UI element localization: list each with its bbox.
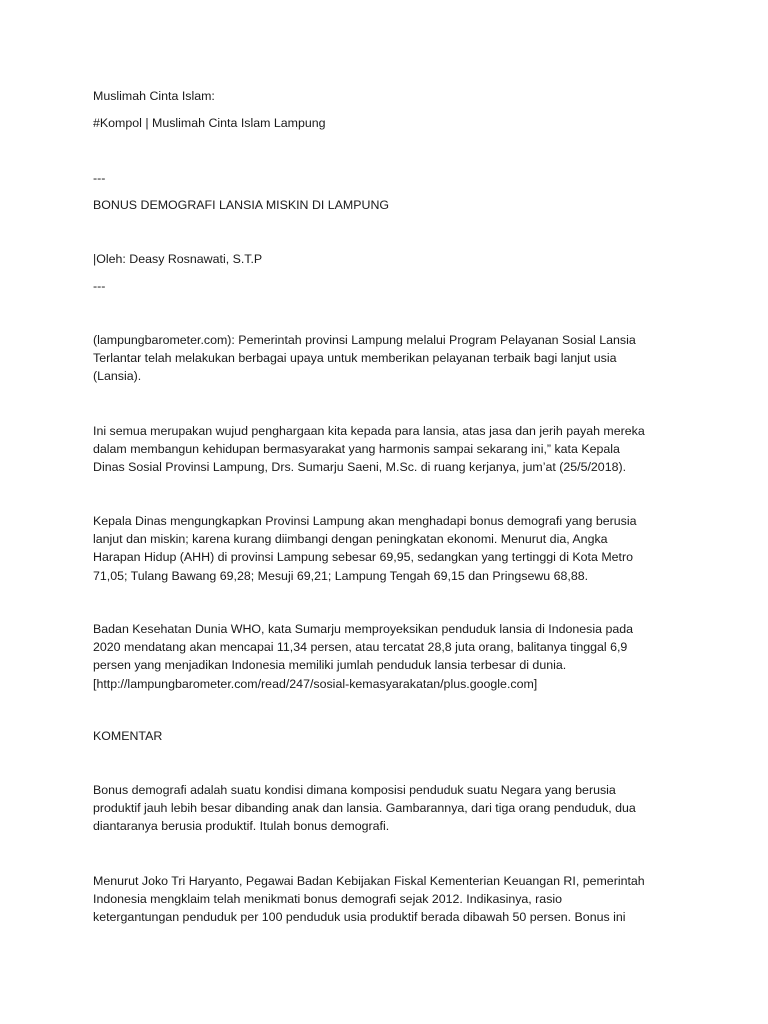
article-title: BONUS DEMOGRAFI LANSIA MISKIN DI LAMPUNG: [93, 198, 390, 212]
paragraph-line: dalam membangun kehidupan bermasyarakat yang harmonis sampai sekarang ini,” kata Kepala: [93, 442, 620, 457]
heading-kompol: #Kompol | Muslimah Cinta Islam Lampung: [93, 116, 326, 130]
paragraph-line: Badan Kesehatan Dunia WHO, kata Sumarju memproyeksikan penduduk lansia di Indonesia pada: [93, 622, 634, 636]
paragraph-line: lanjut dan miskin; karena kurang diimbangi dengan peningkatan ekonomi. Menurut dia, Angka: [93, 532, 608, 547]
paragraph-1: [93, 331, 683, 386]
paragraph-line: Kepala Dinas mengungkapkan Provinsi Lampung akan menghadapi bonus demografi yang berusia: [93, 514, 637, 528]
separator-2: ---: [93, 279, 106, 293]
paragraph-line: 71,05; Tulang Bawang 69,28; Mesuji 69,21; Lampung Tengah 69,15 dan Pringsewu 68,88.: [93, 568, 589, 583]
paragraph-line: diantaranya berusia produktif. Itulah bonus demografi.: [93, 819, 390, 834]
paragraph-line: (Lansia).: [93, 369, 142, 384]
paragraph-line: Ini semua merupakan wujud penghargaan kita kepada para lansia, atas jasa dan jerih payah mereka: [93, 424, 645, 438]
paragraph-line: ketergantungan penduduk per 100 penduduk usia produktif berada dibawah 50 persen. Bonus ini: [93, 910, 626, 925]
separator-1: ---: [93, 171, 106, 185]
source-link[interactable]: [http://lampungbarometer.com/read/247/sosial-kemasyarakatan/plus.google.com]: [93, 676, 538, 691]
paragraph-line: Menurut Joko Tri Haryanto, Pegawai Badan Kebijakan Fiskal Kementerian Keuangan RI, pemerintah: [93, 874, 645, 888]
paragraph-line: (lampungbarometer.com): Pemerintah provinsi Lampung melalui Program Pelayanan Sosial Lansia: [93, 333, 636, 347]
paragraph-5: [93, 781, 683, 836]
paragraph-line: Indonesia mengklaim telah menikmati bonus demografi sejak 2012. Indikasinya, rasio: [93, 892, 563, 907]
paragraph-line: Bonus demografi adalah suatu kondisi dimana komposisi penduduk suatu Negara yang berusia: [93, 783, 616, 797]
paragraph-line: persen yang menjadikan Indonesia memiliki jumlah penduduk lansia terbesar di dunia.: [93, 658, 567, 673]
paragraph-3: [93, 512, 683, 585]
author-line: |Oleh: Deasy Rosnawati, S.T.P: [93, 252, 263, 266]
paragraph-2: [93, 422, 683, 477]
komentar-heading: KOMENTAR: [93, 729, 163, 743]
heading-muslimah: Muslimah Cinta Islam:: [93, 89, 215, 103]
paragraph-line: Harapan Hidup (AHH) di provinsi Lampung sebesar 69,95, sedangkan yang tertinggi di Kota Metro: [93, 550, 633, 565]
paragraph-line: Terlantar telah melakukan berbagai upaya untuk memberikan pelayanan terbaik bagi lanjut usia: [93, 351, 617, 366]
paragraph-line: Dinas Sosial Provinsi Lampung, Drs. Sumarju Saeni, M.Sc. di ruang kerjanya, jum’at (25/5/2018).: [93, 460, 627, 475]
paragraph-line: produktif jauh lebih besar dibanding anak dan lansia. Gambarannya, dari tiga orang penduduk, dua: [93, 801, 636, 816]
paragraph-line: 2020 mendatang akan mencapai 11,34 persen, atau tercatat 28,8 juta orang, balitanya tinggal 6,9: [93, 640, 628, 655]
paragraph-6: [93, 872, 683, 927]
paragraph-4: [93, 620, 683, 693]
